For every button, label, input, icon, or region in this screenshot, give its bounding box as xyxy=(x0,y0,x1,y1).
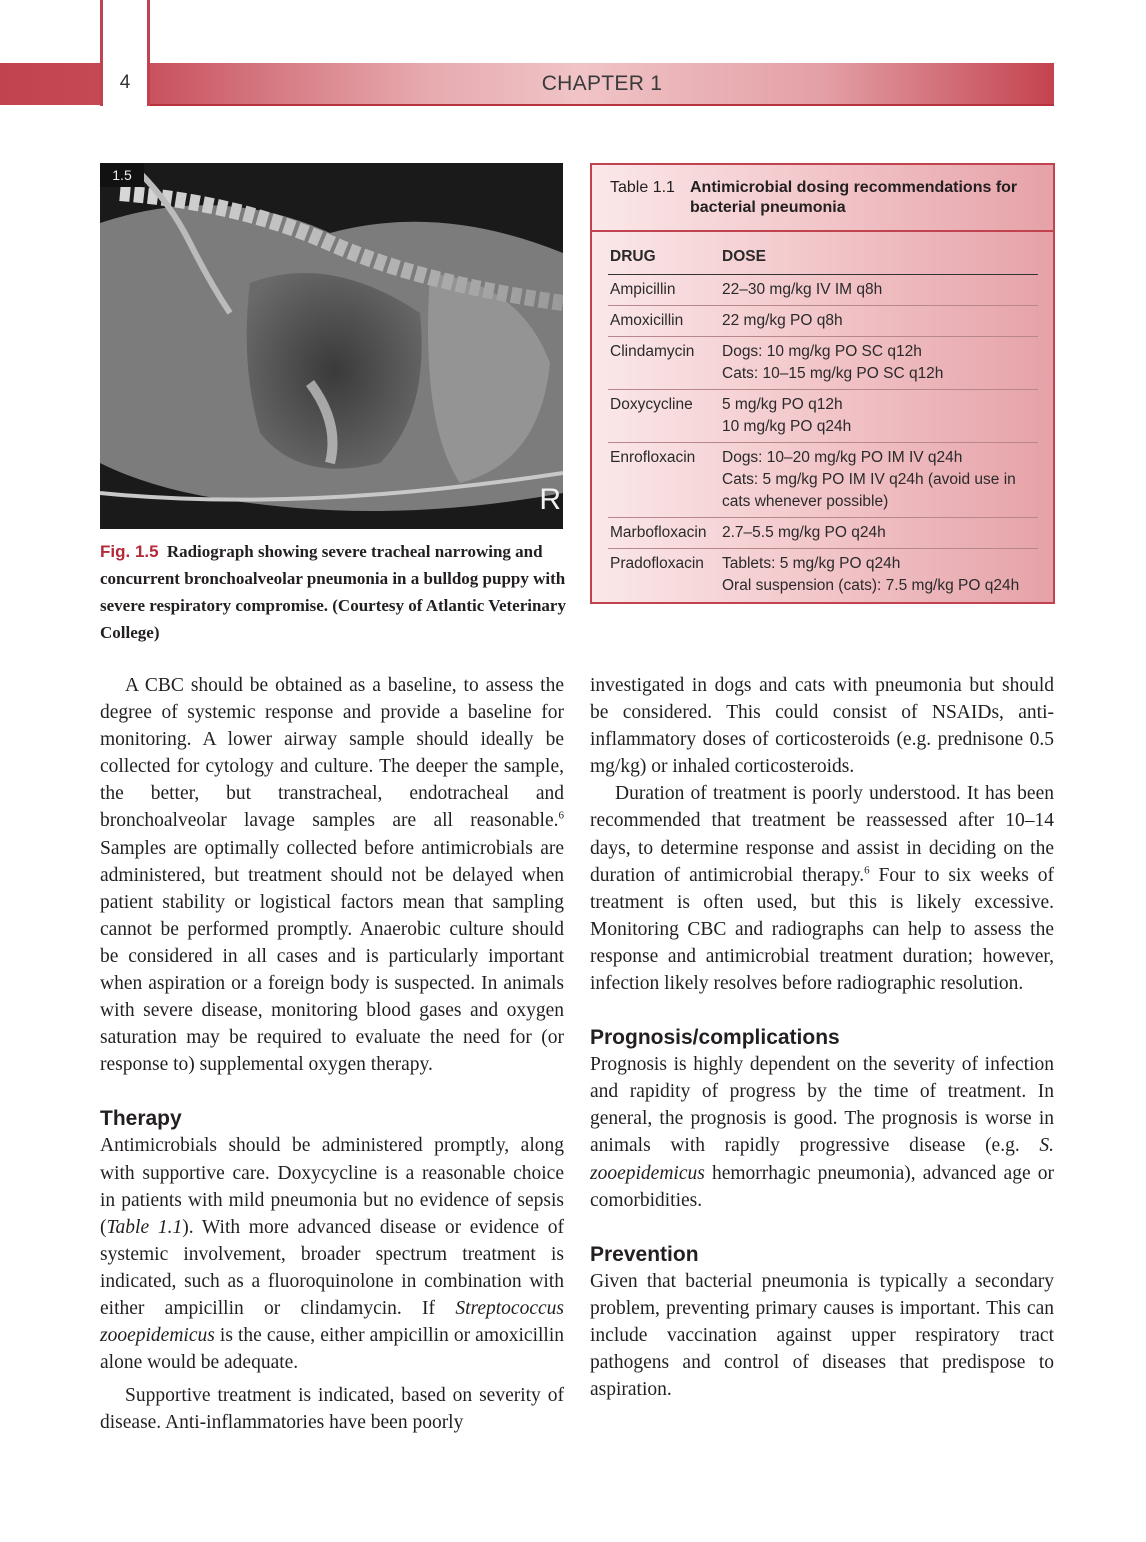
left-text-column xyxy=(100,672,564,1436)
figure-label: 1.5 xyxy=(100,163,144,187)
text-run: Antimicrobials should be administered promptly, along with supportive care. Doxycycline is a reasonable choice in patients with mild pneumonia but no evidence of sepsis ( xyxy=(100,1135,564,1238)
body-paragraph xyxy=(100,1132,564,1376)
species-name: S. zooepidemicus xyxy=(590,1135,1054,1184)
dosing-table xyxy=(608,242,1038,601)
table-row xyxy=(608,337,1038,390)
table-row xyxy=(608,443,1038,518)
species-name: Streptococcus zooepidemicus xyxy=(100,1297,564,1347)
text-run: Duration of treatment is poorly understood. It has been recommended that treatment be reassessed after 10–14 days, to determine response and assist in deciding on the duration of antimicrobial therapy. xyxy=(590,783,1054,886)
reference-superscript: 6 xyxy=(558,809,564,822)
dose-cell xyxy=(720,549,1038,602)
drug-cell: Enrofloxacin xyxy=(608,443,720,518)
table-number: Table 1.1 xyxy=(610,179,675,196)
figure-caption-text: Radiograph showing severe tracheal narrowing and concurrent bronchoalveolar pneumonia in a bulldog puppy with severe respiratory compromise. (Courtesy of Atlantic Veterinary College) xyxy=(100,542,566,642)
table-title-text: Antimicrobial dosing recommendations for bacterial pneumonia xyxy=(690,179,1018,216)
dose-line: 2.7–5.5 mg/kg PO q24h xyxy=(722,524,886,541)
text-run: Prognosis is highly dependent on the severity of infection and rapidity of progress by the time of treatment. In general, the prognosis is good. The prognosis is worse in animals with rapidly progressive disease (e.g. xyxy=(590,1054,1054,1157)
column-header-dose: DOSE xyxy=(720,242,1038,275)
text-run: ). With more advanced disease or evidence of systemic involvement, broader spectrum treatment is indicated, such as a fluoroquinolone in combination with either ampicillin or clindamycin. If xyxy=(100,1216,564,1319)
section-heading-prevention: Prevention xyxy=(590,1242,699,1266)
dose-line: Tablets: 5 mg/kg PO q24h xyxy=(722,555,901,572)
header-rule xyxy=(150,104,1054,106)
text-run: A CBC should be obtained as a baseline, to assess the degree of systemic response and provide a baseline for monitoring. A lower airway sample should ideally be collected for cytology and culture. The deeper the sample, the better, but transtracheal, endotracheal and bronchoalveolar lavage samples are all reasonable. xyxy=(100,675,564,832)
body-paragraph: investigated in dogs and cats with pneumonia but should be considered. This could consist of NSAIDs, anti-inflammatory doses of corticosteroids (e.g. prednisone 0.5 mg/kg) or inhaled corticosteroids. xyxy=(590,675,1054,778)
laterality-marker: R xyxy=(539,483,561,516)
dose-cell xyxy=(720,337,1038,390)
dose-line: 22–30 mg/kg IV IM q8h xyxy=(722,281,883,298)
dose-cell xyxy=(720,390,1038,443)
figure-caption-number: Fig. 1.5 xyxy=(100,542,159,561)
right-text-column xyxy=(590,672,1054,1403)
section-heading-prognosis: Prognosis/complications xyxy=(590,1026,840,1050)
radiograph-image xyxy=(100,163,563,529)
drug-cell: Doxycycline xyxy=(608,390,720,443)
drug-cell: Marbofloxacin xyxy=(608,518,720,549)
dose-line: 10 mg/kg PO q24h xyxy=(722,418,852,435)
text-run: is the cause, either ampicillin or amoxicillin alone would be adequate. xyxy=(100,1325,564,1374)
drug-cell: Ampicillin xyxy=(608,275,720,306)
body-paragraph: Given that bacterial pneumonia is typically a secondary problem, preventing primary causes is important. This can include vaccination against upper respiratory tract pathogens and control of diseases that predispose to aspiration. xyxy=(590,1270,1054,1401)
table-title-rule xyxy=(592,230,1053,232)
radiograph-figure xyxy=(100,163,563,529)
body-paragraph xyxy=(590,1051,1054,1214)
column-header-drug: DRUG xyxy=(608,242,720,275)
table-row xyxy=(608,275,1038,306)
dose-line: Dogs: 10–20 mg/kg PO IM IV q24h xyxy=(722,449,963,466)
dose-line: Cats: 10–15 mg/kg PO SC q12h xyxy=(722,365,944,382)
table-reference: Table 1.1 xyxy=(106,1216,183,1238)
dose-cell xyxy=(720,443,1038,518)
dose-cell xyxy=(720,518,1038,549)
dose-line: Cats: 5 mg/kg PO IM IV q24h (avoid use in cats whenever possible) xyxy=(722,471,1016,510)
body-paragraph: Supportive treatment is indicated, based on severity of disease. Anti-inflammatories have been poorly xyxy=(100,1385,564,1434)
drug-cell: Clindamycin xyxy=(608,337,720,390)
drug-cell: Pradofloxacin xyxy=(610,555,704,572)
figure-caption xyxy=(100,538,566,646)
body-paragraph xyxy=(590,780,1054,997)
table-header-row xyxy=(608,242,1038,275)
dose-cell xyxy=(720,306,1038,337)
table-row xyxy=(608,390,1038,443)
chapter-title: CHAPTER 1 xyxy=(541,72,663,95)
dose-cell xyxy=(720,275,1038,306)
text-run: Samples are optimally collected before antimicrobials are administered, but treatment should not be delayed when patient stability or logistical factors mean that sampling cannot be performed promptly. Anaerobic culture should be considered in all cases and is particularly important when aspiration or a foreign body is suspected. In animals with severe disease, monitoring blood gases and oxygen saturation may be required to evaluate the need for (or response to) supplemental oxygen therapy. xyxy=(100,837,564,1076)
dosing-table-box xyxy=(590,163,1055,604)
dose-line: 5 mg/kg PO q12h xyxy=(722,396,843,413)
reference-superscript: 6 xyxy=(864,864,870,877)
page-number: 4 xyxy=(119,72,131,93)
section-heading-therapy: Therapy xyxy=(100,1107,182,1131)
dose-line: Oral suspension (cats): 7.5 mg/kg PO q24h xyxy=(722,577,1020,594)
body-paragraph xyxy=(100,672,564,1078)
text-run: hemorrhagic pneumonia), advanced age or comorbidities. xyxy=(590,1162,1054,1211)
drug-cell: Amoxicillin xyxy=(608,306,720,337)
text-run: Four to six weeks of treatment is often used, but this is likely excessive. Monitoring CBC and radiographs can help to assess the response and antimicrobial treatment duration; however, infection likely resolves before radiographic resolution. xyxy=(590,864,1054,995)
table-row xyxy=(608,518,1038,549)
dose-line: 22 mg/kg PO q8h xyxy=(722,312,843,329)
table-row xyxy=(608,306,1038,337)
table-row xyxy=(608,549,1038,602)
dose-line: Dogs: 10 mg/kg PO SC q12h xyxy=(722,343,922,360)
